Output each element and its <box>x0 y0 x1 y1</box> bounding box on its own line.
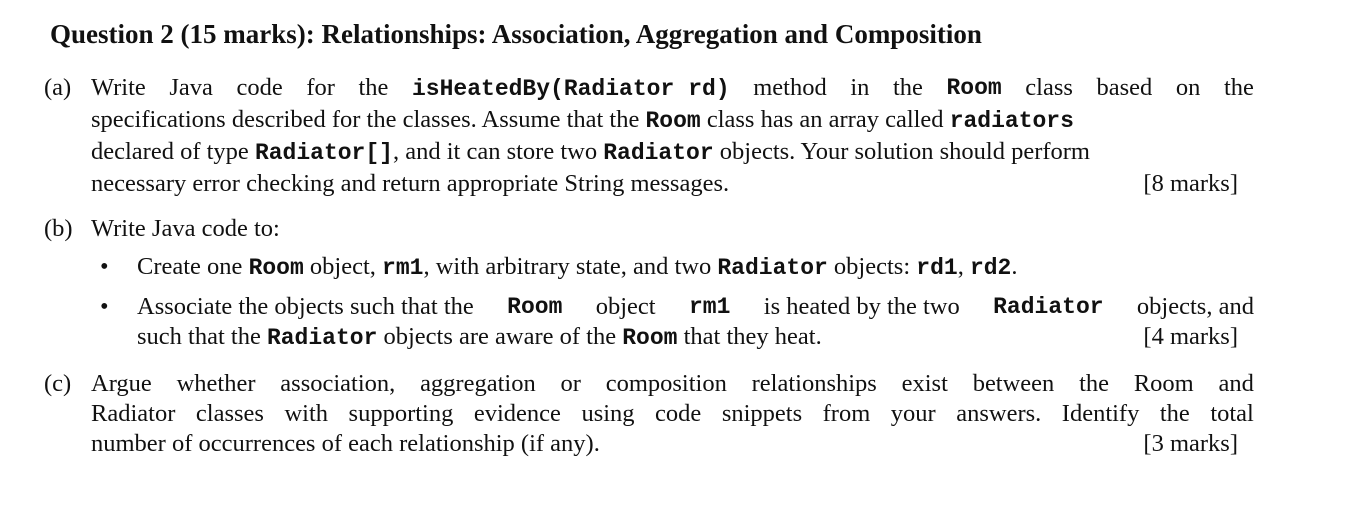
part-b-intro: Write Java code to: <box>91 215 280 242</box>
word: relationships <box>751 370 877 397</box>
code-param: rd) <box>688 76 730 102</box>
part-b-bullet-1 <box>44 251 1254 283</box>
code-radiator: Radiator <box>993 294 1104 320</box>
text: , and it can store two <box>392 138 598 165</box>
code-radiators: radiators <box>949 108 1074 134</box>
word: Argue <box>91 370 152 397</box>
text: that they heat. <box>683 323 822 350</box>
word: snippets <box>721 400 803 427</box>
word: composition <box>605 370 727 397</box>
text: Associate the objects such that the <box>137 293 474 320</box>
part-a-marks: [8 marks] <box>1143 170 1238 197</box>
bullet-icon: • <box>100 253 109 280</box>
text: objects are aware of the <box>383 323 617 350</box>
word: the <box>1223 74 1254 101</box>
word: the <box>1079 370 1110 397</box>
text: object, <box>309 253 376 280</box>
word: the <box>358 74 389 101</box>
word: Java <box>169 74 213 101</box>
word: Write <box>91 74 146 101</box>
text: Create one <box>137 253 243 280</box>
part-b-label: (b) <box>44 215 73 242</box>
word: classes <box>195 400 264 427</box>
word: between <box>972 370 1055 397</box>
code-room: Room <box>507 294 563 320</box>
text: , <box>957 253 964 280</box>
part-a-line-4 <box>44 168 1254 200</box>
word: based <box>1096 74 1153 101</box>
text: object <box>595 293 656 320</box>
part-b-intro-line <box>44 213 1254 245</box>
code-radiator: Radiator <box>266 325 378 351</box>
word: code <box>655 400 702 427</box>
code-room: Room <box>622 325 678 351</box>
part-a-line-3 <box>44 136 1254 168</box>
part-b-marks: [4 marks] <box>1143 323 1238 350</box>
code-radiator: Radiator <box>717 255 828 281</box>
word: answers. <box>956 400 1042 427</box>
part-b-bullet-2-line-2 <box>44 322 1254 352</box>
text: , with arbitrary state, and two <box>423 253 712 280</box>
word: Identify <box>1061 400 1140 427</box>
code-method-signature: isHeatedBy(Radiator <box>412 76 675 102</box>
text: objects: <box>833 253 911 280</box>
word: on <box>1175 74 1201 101</box>
word: evidence <box>473 400 561 427</box>
word: and <box>1218 370 1254 397</box>
code-radiator: Radiator <box>603 140 714 166</box>
word: using <box>581 400 635 427</box>
word: exist <box>901 370 948 397</box>
text: such that the <box>137 323 261 350</box>
question-title: Question 2 (15 marks): Relationships: Association, Aggregation and Composition <box>50 19 982 49</box>
word: the <box>1159 400 1190 427</box>
code-rd1: rd1 <box>916 255 958 281</box>
part-c-label: (c) <box>44 370 72 397</box>
code-radiator-array: Radiator[] <box>254 140 393 166</box>
word: total <box>1210 400 1254 427</box>
word: class <box>1025 74 1073 101</box>
text: objects, and <box>1136 293 1254 320</box>
word: Room <box>1133 370 1194 397</box>
code-room: Room <box>645 108 701 134</box>
part-b-bullet-2 <box>44 292 1254 322</box>
word: code <box>236 74 283 101</box>
word: method <box>753 74 827 101</box>
word: whether <box>176 370 256 397</box>
code-room: Room <box>248 255 304 281</box>
part-a-line-1 <box>44 72 1254 104</box>
code-rm1: rm1 <box>689 294 731 320</box>
part-c-line-2 <box>44 399 1254 429</box>
word: in <box>850 74 870 101</box>
word: aggregation <box>420 370 536 397</box>
code-room: Room <box>946 75 1002 101</box>
text: . <box>1011 253 1018 280</box>
text: objects. Your solution should perform <box>719 138 1090 165</box>
part-a-label: (a) <box>44 74 72 101</box>
text: class has an array called <box>706 106 944 133</box>
part-c <box>44 369 1254 459</box>
code-rd2: rd2 <box>969 255 1012 281</box>
text: declared of type <box>91 138 249 165</box>
word: association, <box>280 370 396 397</box>
word: the <box>892 74 923 101</box>
text: specifications described for the classes. Assume that the <box>91 106 640 133</box>
word: supporting <box>348 400 454 427</box>
part-b <box>44 213 1254 352</box>
part-c-line-3 <box>44 429 1254 459</box>
part-a <box>44 72 1254 200</box>
word: Radiator <box>91 400 176 427</box>
word: for <box>306 74 335 101</box>
word: your <box>890 400 936 427</box>
bullet-icon: • <box>100 293 109 320</box>
word: with <box>284 400 329 427</box>
word: or <box>560 370 581 397</box>
word: from <box>822 400 871 427</box>
part-a-line-2 <box>44 104 1254 136</box>
part-b-bullet-2-line-1 <box>137 292 1254 322</box>
part-c-marks: [3 marks] <box>1143 430 1238 457</box>
text: necessary error checking and return appropriate String messages. <box>91 170 730 197</box>
text: number of occurrences of each relationship (if any). <box>91 430 600 457</box>
code-rm1: rm1 <box>382 255 424 281</box>
text: is heated by the two <box>763 293 960 320</box>
part-c-line-1 <box>44 369 1254 399</box>
